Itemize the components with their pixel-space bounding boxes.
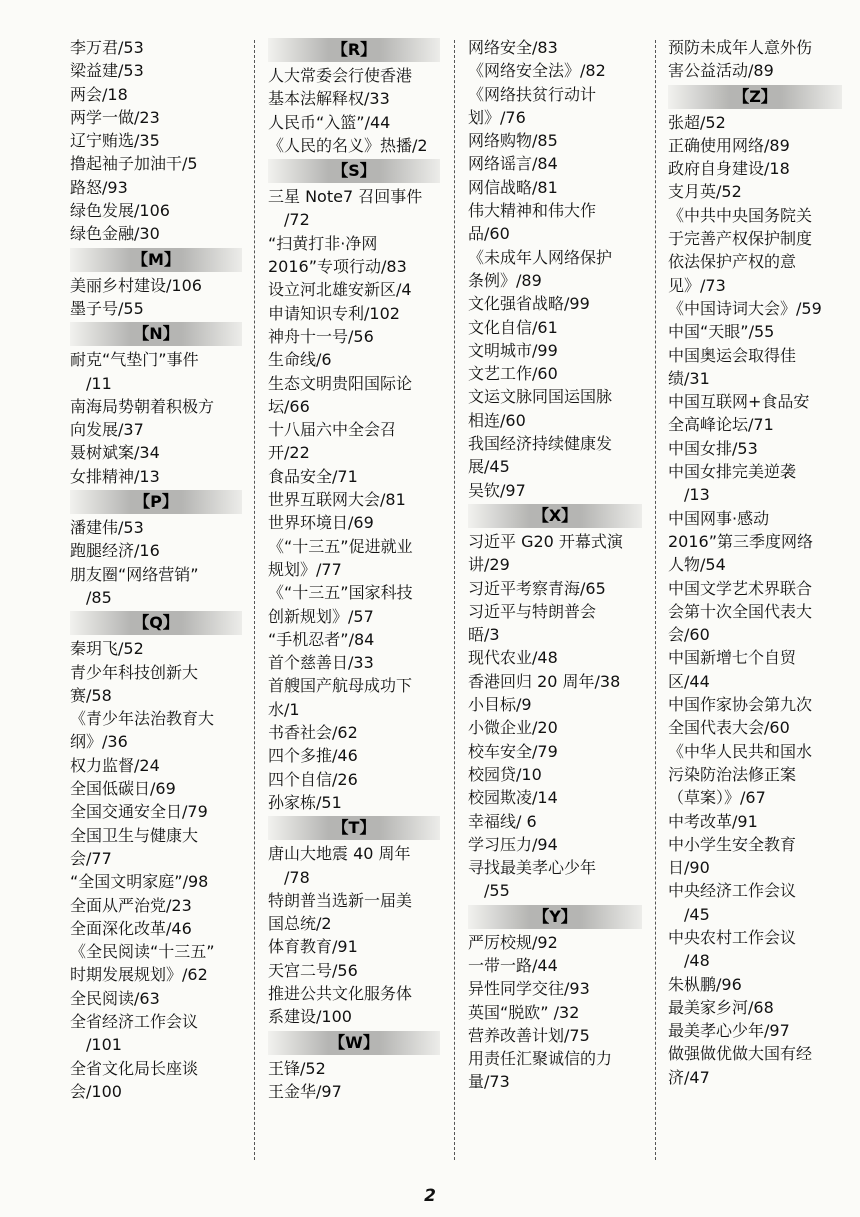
index-entry: 路怒/93	[70, 177, 128, 197]
index-entry: 网络购物/85	[468, 131, 558, 151]
index-entry: 创新规划》/57	[268, 606, 374, 626]
letter-section-header: 【R】	[268, 38, 440, 62]
index-entry: “手机忍者”/84	[268, 629, 375, 649]
index-entry: 伟大精神和伟大作	[468, 201, 597, 221]
index-entry: 我国经济持续健康发	[468, 434, 613, 454]
index-entry: 中国互联网+食品安	[668, 392, 810, 412]
index-entry: 相连/60	[468, 410, 526, 430]
column-divider	[655, 40, 656, 1160]
index-entry: 全高峰论坛/71	[668, 415, 774, 435]
index-entry: 全面深化改革/46	[70, 918, 192, 938]
index-entry: 文运文脉同国运国脉	[468, 387, 613, 407]
index-entry: 2016”第三季度网络	[668, 531, 814, 551]
letter-section-header: 【X】	[468, 504, 642, 528]
index-entry: 学习压力/94	[468, 834, 558, 854]
index-entry: 异性同学交往/93	[468, 979, 590, 999]
index-entry: 推进公共文化服务体	[268, 983, 413, 1003]
index-column-1	[70, 36, 242, 1103]
index-entry: 全省文化局长座谈	[70, 1058, 199, 1078]
index-entry: 中国新增七个自贸	[668, 648, 797, 668]
column-divider	[454, 40, 455, 1160]
index-entry: “扫黄打非·净网	[268, 233, 378, 253]
index-entry: 朋友圈“网络营销”	[70, 564, 199, 584]
index-entry: 撸起袖子加油干/5	[70, 154, 198, 174]
index-entry: 校车安全/79	[468, 741, 558, 761]
index-entry: 《全民阅读“十三五”	[70, 942, 215, 962]
index-entry: 张超/52	[668, 112, 726, 132]
index-entry: 英国“脱欧” /32	[468, 1002, 580, 1022]
index-entry: 中国女排/53	[668, 438, 758, 458]
index-entry: 两学一做/23	[70, 107, 160, 127]
index-entry: 文化强省战略/99	[468, 294, 590, 314]
index-entry: 全国低碳日/69	[70, 779, 176, 799]
index-entry: 吴钦/97	[468, 480, 526, 500]
index-entry: 青少年科技创新大	[70, 662, 199, 682]
index-entry: 全国卫生与健康大	[70, 825, 199, 845]
index-entry: 会第十次全国代表大	[668, 601, 813, 621]
index-entry: 政府自身建设/18	[668, 159, 790, 179]
index-entry: 展/45	[468, 457, 510, 477]
index-entry: 《中国诗词大会》/59	[668, 298, 822, 318]
index-entry: 坛/66	[268, 396, 310, 416]
index-entry: 小目标/9	[468, 695, 532, 715]
index-entry: 四个自信/26	[268, 769, 358, 789]
index-entry: 2016”专项行动/83	[268, 257, 407, 277]
index-entry: 秦玥飞/52	[70, 639, 144, 659]
index-entry: 生态文明贵阳国际论	[268, 373, 413, 393]
index-entry: /55	[484, 881, 510, 901]
letter-section-header: 【T】	[268, 816, 440, 840]
index-entry: 文化自信/61	[468, 317, 558, 337]
index-entry: 辽宁贿选/35	[70, 131, 160, 151]
index-entry: 规划》/77	[268, 559, 342, 579]
index-entry: 最美家乡河/68	[668, 997, 774, 1017]
index-entry: 世界互联网大会/81	[268, 490, 406, 510]
index-entry: 划》/76	[468, 107, 526, 127]
index-entry: 南海局势朝着积极方	[70, 396, 215, 416]
letter-section-header: 【M】	[70, 248, 242, 272]
index-entry: 全面从严治党/23	[70, 895, 192, 915]
index-entry: 人大常委会行使香港	[268, 66, 413, 85]
index-entry: 水/1	[268, 699, 300, 719]
index-entry: 《“十三五”国家科技	[268, 583, 413, 603]
index-entry: 中考改革/91	[668, 811, 758, 831]
index-entry: 潘建伟/53	[70, 518, 144, 538]
index-entry: /72	[284, 210, 310, 230]
index-entry: 一带一路/44	[468, 955, 558, 975]
index-entry: 讲/29	[468, 555, 510, 575]
index-entry: 品/60	[468, 224, 510, 244]
index-entry: 女排精神/13	[70, 466, 160, 486]
index-entry: 中国作家协会第九次	[668, 695, 813, 715]
index-entry: 用责任汇聚诚信的力	[468, 1049, 613, 1069]
index-entry: 《网络安全法》/82	[468, 61, 606, 81]
index-entry: /45	[684, 904, 710, 924]
index-entry: 中央经济工作会议	[668, 881, 797, 901]
index-entry: 设立河北雄安新区/4	[268, 280, 412, 300]
index-entry: 小微企业/20	[468, 718, 558, 738]
index-entry: 食品安全/71	[268, 466, 358, 486]
letter-section-header: 【Z】	[668, 85, 842, 109]
index-entry: 中国文学艺术界联合	[668, 578, 813, 598]
index-entry: 严厉校规/92	[468, 932, 558, 952]
index-entry: 支月英/52	[668, 182, 742, 202]
index-entry: 《人民的名义》热播/2	[268, 135, 428, 155]
index-column-3	[468, 36, 642, 1094]
index-entry: 聂树斌案/34	[70, 443, 160, 463]
index-entry: “全国文明家庭”/98	[70, 872, 209, 892]
index-entry: 国总统/2	[268, 914, 332, 934]
index-entry: 校园贷/10	[468, 764, 542, 784]
index-entry: 绿色发展/106	[70, 201, 170, 221]
index-entry: 纲》/36	[70, 732, 128, 752]
index-entry: 条例》/89	[468, 270, 542, 290]
index-entry: 绩/31	[668, 368, 710, 388]
index-entry: 全国代表大会/60	[668, 718, 790, 738]
index-entry: 日/90	[668, 858, 710, 878]
letter-section-header: 【Y】	[468, 905, 642, 929]
index-entry: 预防未成年人意外伤	[668, 38, 813, 57]
index-entry: 中国“天眼”/55	[668, 322, 775, 342]
index-entry: 向发展/37	[70, 420, 144, 440]
index-entry: 世界环境日/69	[268, 513, 374, 533]
index-entry: 赛/58	[70, 685, 112, 705]
index-entry: 《网络扶贫行动计	[468, 84, 597, 104]
index-entry: （草案）》/67	[668, 788, 766, 808]
index-entry: 中国网事·感动	[668, 508, 770, 528]
index-entry: 害公益活动/89	[668, 61, 774, 81]
index-entry: 孙家栋/51	[268, 792, 342, 812]
index-entry: 全国交通安全日/79	[70, 802, 208, 822]
index-entry: 《“十三五”促进就业	[268, 536, 413, 556]
index-entry: 校园欺凌/14	[468, 788, 558, 808]
index-entry: 天宫二号/56	[268, 960, 358, 980]
index-entry: 网络谣言/84	[468, 154, 558, 174]
index-entry: 中小学生安全教育	[668, 834, 797, 854]
index-entry: 申请知识专利/102	[268, 303, 400, 323]
index-entry: 唐山大地震 40 周年	[268, 844, 411, 864]
index-entry: 现代农业/48	[468, 648, 558, 668]
index-entry: 《中华人民共和国水	[668, 741, 813, 761]
index-entry: 量/73	[468, 1072, 510, 1092]
index-entry: 中国女排完美逆袭	[668, 462, 797, 482]
index-column-2	[268, 36, 440, 1103]
index-entry: 网络安全/83	[468, 38, 558, 57]
index-entry: /85	[86, 587, 112, 607]
index-entry: /11	[86, 373, 112, 393]
index-entry: 三星 Note7 召回事件	[268, 187, 423, 207]
index-entry: 中国奥运会取得佳	[668, 345, 797, 365]
letter-section-header: 【N】	[70, 322, 242, 346]
index-entry: 依法保护产权的意	[668, 252, 797, 272]
index-entry: 区/44	[668, 671, 710, 691]
index-entry: 书香社会/62	[268, 723, 358, 743]
index-entry: 十八届六中全会召	[268, 420, 397, 440]
index-entry: 墨子号/55	[70, 298, 144, 318]
index-entry: 最美孝心少年/97	[668, 1021, 790, 1041]
index-entry: 基本法解释权/33	[268, 89, 390, 109]
index-entry: 首艘国产航母成功下	[268, 676, 413, 696]
index-entry: 梁益建/53	[70, 61, 144, 81]
index-entry: 《青少年法治教育大	[70, 709, 215, 729]
index-entry: 耐克“气垫门”事件	[70, 350, 199, 370]
index-entry: 权力监督/24	[70, 755, 160, 775]
index-entry: /48	[684, 951, 710, 971]
index-entry: /13	[684, 485, 710, 505]
index-entry: 网信战略/81	[468, 177, 558, 197]
index-entry: 《未成年人网络保护	[468, 247, 613, 267]
index-entry: 李万君/53	[70, 38, 144, 57]
index-entry: 生命线/6	[268, 350, 332, 370]
index-entry: 跑腿经济/16	[70, 541, 160, 561]
index-entry: 营养改善计划/75	[468, 1025, 590, 1045]
letter-section-header: 【Q】	[70, 611, 242, 635]
index-entry: /78	[284, 867, 310, 887]
index-entry: 济/47	[668, 1067, 710, 1087]
index-entry: 四个多推/46	[268, 746, 358, 766]
index-entry: 全省经济工作会议	[70, 1011, 199, 1031]
index-entry: 习近平与特朗普会	[468, 601, 597, 621]
index-entry: 全民阅读/63	[70, 988, 160, 1008]
column-divider	[254, 40, 255, 1160]
index-entry: 污染防治法修正案	[668, 764, 797, 784]
index-entry: 系建设/100	[268, 1007, 352, 1027]
index-entry: 王金华/97	[268, 1081, 342, 1101]
index-entry: 绿色金融/30	[70, 224, 160, 244]
index-entry: 首个慈善日/33	[268, 653, 374, 673]
index-entry: 寻找最美孝心少年	[468, 858, 597, 878]
index-column-4	[668, 36, 842, 1089]
index-entry: 文明城市/99	[468, 340, 558, 360]
index-entry: 会/60	[668, 625, 710, 645]
index-entry: 文艺工作/60	[468, 364, 558, 384]
index-entry: 中央农村工作会议	[668, 927, 797, 947]
index-entry: 会/100	[70, 1081, 122, 1101]
index-entry: 见》/73	[668, 275, 726, 295]
index-entry: 正确使用网络/89	[668, 135, 790, 155]
index-entry: 神舟十一号/56	[268, 326, 374, 346]
index-entry: 于完善产权保护制度	[668, 229, 813, 249]
index-entry: 时期发展规划》/62	[70, 965, 208, 985]
index-entry: 幸福线/ 6	[468, 811, 537, 831]
index-entry: 美丽乡村建设/106	[70, 275, 202, 295]
index-entry: /101	[86, 1035, 122, 1055]
index-entry: 《中共中央国务院关	[668, 205, 813, 225]
index-entry: 特朗普当选新一届美	[268, 890, 413, 910]
index-entry: 习近平考察青海/65	[468, 578, 606, 598]
index-entry: 体育教育/91	[268, 937, 358, 957]
index-entry: 王锋/52	[268, 1058, 326, 1078]
index-entry: 做强做优做大国有经	[668, 1044, 813, 1064]
index-entry: 朱枞鹏/96	[668, 974, 742, 994]
index-entry: 两会/18	[70, 84, 128, 104]
index-entry: 人物/54	[668, 555, 726, 575]
index-entry: 人民币“入篮”/44	[268, 112, 391, 132]
index-entry: 习近平 G20 开幕式演	[468, 531, 623, 551]
index-entry: 开/22	[268, 443, 310, 463]
letter-section-header: 【P】	[70, 490, 242, 514]
index-entry: 晤/3	[468, 625, 500, 645]
letter-section-header: 【S】	[268, 159, 440, 183]
letter-section-header: 【W】	[268, 1031, 440, 1055]
index-entry: 香港回归 20 周年/38	[468, 671, 621, 691]
page-number: 2	[424, 1186, 436, 1206]
index-entry: 会/77	[70, 848, 112, 868]
